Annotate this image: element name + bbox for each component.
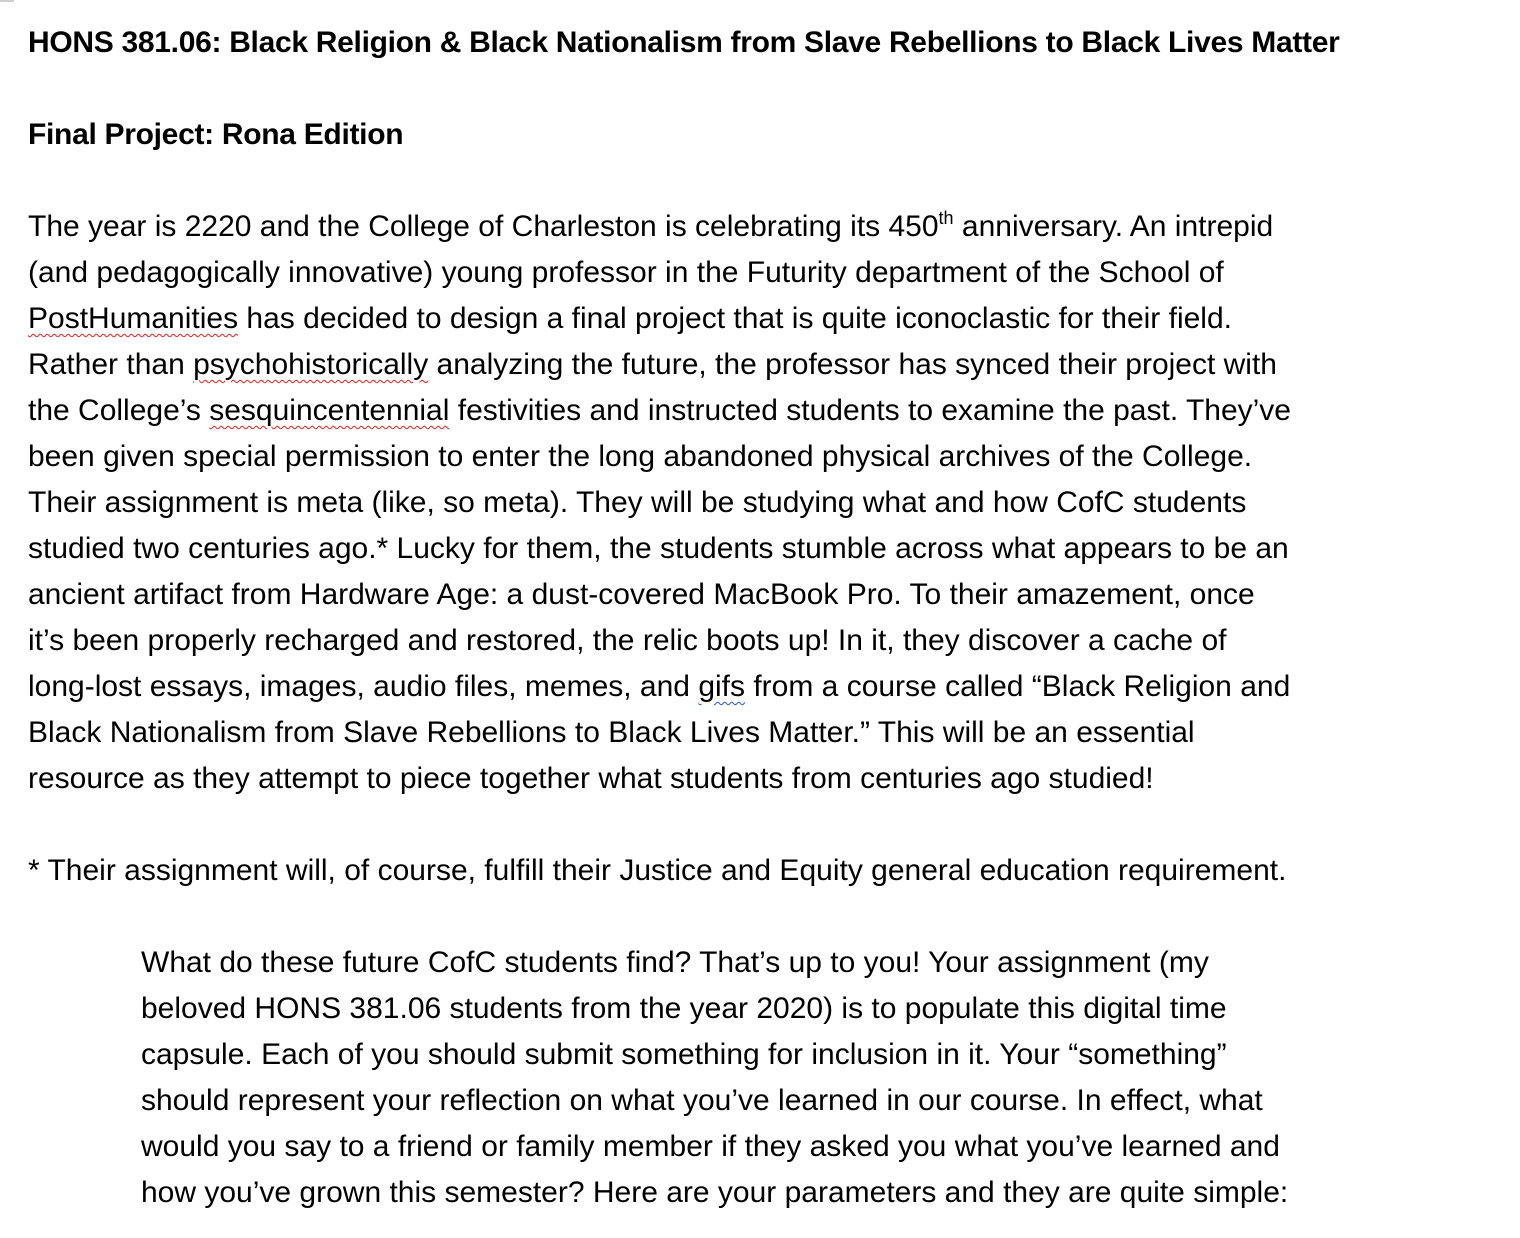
intro-line-10: it’s been properly recharged and restored, the relic boots up! In it, they discover a cache of xyxy=(28,624,1227,657)
indented-line-1: What do these future CofC students find? That’s up to you! Your assignment (my xyxy=(141,946,1209,979)
intro-line-1-text: The year is 2220 and the College of Charleston is celebrating its 450 xyxy=(28,210,939,243)
intro-line-2: (and pedagogically innovative) young professor in the Futurity department of the School of xyxy=(28,256,1224,289)
intro-line-5 xyxy=(28,388,1291,434)
intro-line-1-rest: anniversary. An intrepid xyxy=(953,210,1274,243)
grammar-flagged-word[interactable]: gifs xyxy=(698,670,745,703)
ordinal-superscript: th xyxy=(938,208,954,228)
course-title: HONS 381.06: Black Religion & Black Nationalism from Slave Rebellions to Black Lives Matter xyxy=(28,26,1340,59)
intro-line-5-start: the College’s xyxy=(28,394,210,427)
intro-line-1 xyxy=(28,204,1273,250)
intro-line-13: resource as they attempt to piece together what students from centuries ago studied! xyxy=(28,762,1154,795)
intro-line-4 xyxy=(28,342,1277,388)
project-title: Final Project: Rona Edition xyxy=(28,118,404,151)
indented-line-5: would you say to a friend or family member if they asked you what you’ve learned and xyxy=(141,1130,1280,1163)
intro-line-12: Black Nationalism from Slave Rebellions to Black Lives Matter.” This will be an essential xyxy=(28,716,1195,749)
intro-line-7: Their assignment is meta (like, so meta). They will be studying what and how CofC students xyxy=(28,486,1247,519)
intro-line-8: studied two centuries ago.* Lucky for them, the students stumble across what appears to be an xyxy=(28,532,1289,565)
indented-line-2: beloved HONS 381.06 students from the year 2020) is to populate this digital time xyxy=(141,992,1227,1025)
intro-line-11 xyxy=(28,664,1290,710)
intro-line-5-rest: festivities and instructed students to examine the past. They’ve xyxy=(449,394,1291,427)
footnote: * Their assignment will, of course, fulfill their Justice and Equity general education requirement. xyxy=(28,854,1287,887)
intro-line-11-start: long-lost essays, images, audio files, memes, and xyxy=(28,670,699,703)
spelling-flagged-word[interactable]: psychohistorically xyxy=(193,348,429,381)
intro-line-9: ancient artifact from Hardware Age: a dust-covered MacBook Pro. To their amazement, once xyxy=(28,578,1255,611)
intro-line-6: been given special permission to enter the long abandoned physical archives of the College. xyxy=(28,440,1253,473)
intro-line-3 xyxy=(28,296,1232,342)
intro-line-11-rest: from a course called “Black Religion and xyxy=(745,670,1291,703)
page-corner-mark xyxy=(0,0,14,2)
intro-line-4-rest: analyzing the future, the professor has synced their project with xyxy=(428,348,1277,381)
indented-line-6: how you’ve grown this semester? Here are your parameters and they are quite simple: xyxy=(141,1176,1289,1209)
indented-line-4: should represent your reflection on what you’ve learned in our course. In effect, what xyxy=(141,1084,1263,1117)
indented-line-3: capsule. Each of you should submit something for inclusion in it. Your “something” xyxy=(141,1038,1227,1071)
intro-line-3-rest: has decided to design a final project that is quite iconoclastic for their field. xyxy=(238,302,1232,335)
intro-line-4-start: Rather than xyxy=(28,348,194,381)
spelling-flagged-word[interactable]: PostHumanities xyxy=(28,302,239,335)
spelling-flagged-word[interactable]: sesquincentennial xyxy=(209,394,450,427)
